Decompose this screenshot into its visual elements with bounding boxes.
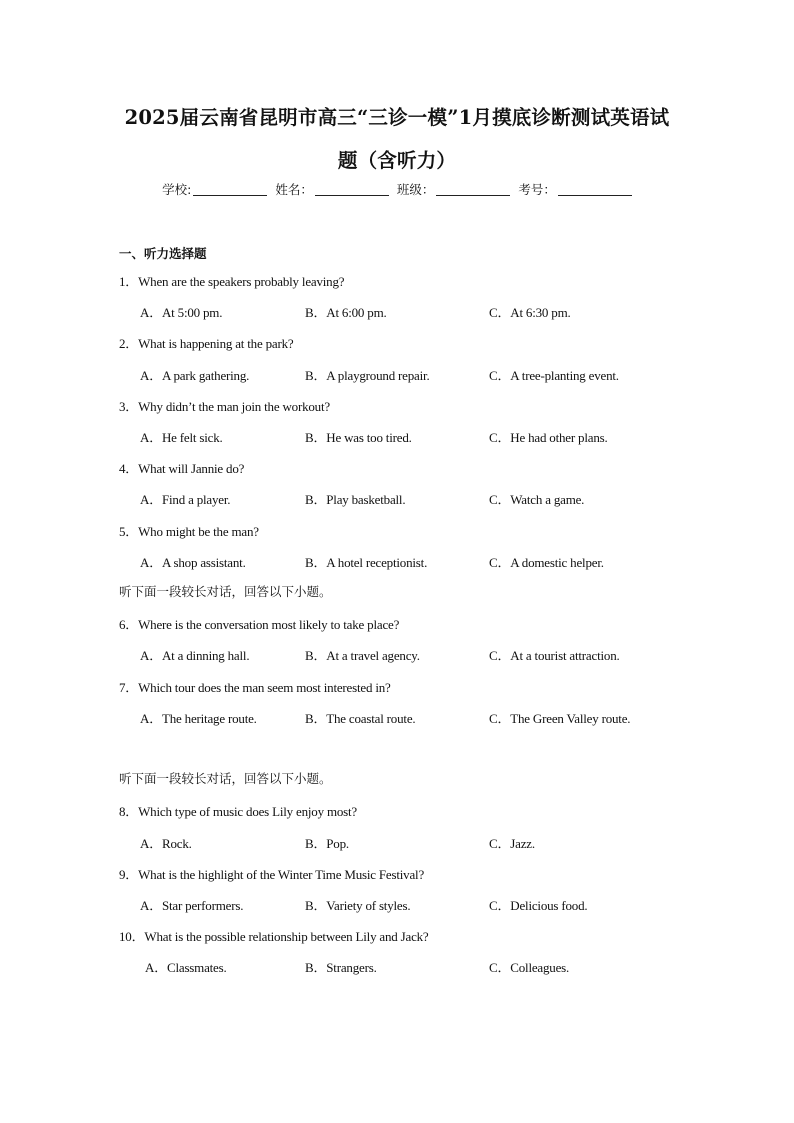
- class-label: 班级：: [396, 182, 435, 197]
- name-label: 姓名：: [275, 182, 313, 197]
- question-2: 2．What is happening at the park?: [119, 336, 294, 351]
- q5-option-b: B．A hotel receptionist.: [305, 555, 428, 570]
- question-10: 10．What is the possible relationship between Lily and Jack?: [119, 929, 429, 944]
- page-title-line2: 题（含听力）: [337, 149, 457, 172]
- q5-option-c: C．A domestic helper.: [489, 555, 604, 570]
- q9-option-c: C．Delicious food.: [489, 898, 588, 913]
- question-4: 4．What will Jannie do?: [119, 461, 245, 476]
- name-field: [275, 180, 389, 198]
- name-blank[interactable]: [315, 182, 389, 196]
- q7-option-a: A．The heritage route.: [140, 711, 257, 726]
- q6-option-c: C．At a tourist attraction.: [489, 648, 620, 663]
- instruction-note-1: 听下面一段较长对话，回答以下小题。: [119, 584, 332, 599]
- q3-option-c: C．He had other plans.: [489, 430, 608, 445]
- q10-option-c: C．Colleagues.: [489, 960, 570, 975]
- q6-option-a: A．At a dinning hall.: [140, 648, 250, 663]
- q1-option-c: C．At 6:30 pm.: [489, 305, 571, 320]
- q9-option-b: B．Variety of styles.: [305, 898, 411, 913]
- q5-option-a: A．A shop assistant.: [140, 555, 246, 570]
- q2-option-c: C．A tree-planting event.: [489, 368, 619, 383]
- q10-option-a: A．Classmates.: [145, 960, 227, 975]
- school-field: [162, 180, 267, 198]
- q2-option-b: B．A playground repair.: [305, 368, 430, 383]
- exam-number-blank[interactable]: [558, 182, 632, 196]
- q4-option-c: C．Watch a game.: [489, 492, 585, 507]
- q1-option-a: A．At 5:00 pm.: [140, 305, 223, 320]
- q6-option-b: B．At a travel agency.: [305, 648, 420, 663]
- q8-option-c: C．Jazz.: [489, 836, 535, 851]
- question-8: 8．Which type of music does Lily enjoy most?: [119, 804, 357, 819]
- q3-option-b: B．He was too tired.: [305, 430, 412, 445]
- q4-option-b: B．Play basketball.: [305, 492, 406, 507]
- q7-option-c: C．The Green Valley route.: [489, 711, 631, 726]
- instruction-note-2: 听下面一段较长对话，回答以下小题。: [119, 771, 332, 786]
- q9-option-a: A．Star performers.: [140, 898, 244, 913]
- q3-option-a: A．He felt sick.: [140, 430, 223, 445]
- question-5: 5．Who might be the man?: [119, 524, 259, 539]
- school-label: 学校:: [162, 182, 192, 197]
- question-1: 1．When are the speakers probably leaving?: [119, 274, 345, 289]
- exam-number-label: 考号：: [518, 182, 556, 197]
- school-blank[interactable]: [193, 182, 267, 196]
- q8-option-a: A．Rock.: [140, 836, 192, 851]
- q7-option-b: B．The coastal route.: [305, 711, 416, 726]
- q4-option-a: A．Find a player.: [140, 492, 231, 507]
- q8-option-b: B．Pop.: [305, 836, 349, 851]
- question-7: 7．Which tour does the man seem most interested in?: [119, 680, 391, 695]
- q10-option-b: B．Strangers.: [305, 960, 377, 975]
- q2-option-a: A．A park gathering.: [140, 368, 250, 383]
- class-field: [397, 180, 511, 198]
- page-title-line1: 2025届云南省昆明市高三“三诊一模”1月摸底诊断测试英语试: [124, 106, 670, 129]
- section-heading: 一、听力选择题: [119, 246, 207, 261]
- exam-number-field: [518, 180, 632, 198]
- class-blank[interactable]: [436, 182, 510, 196]
- question-6: 6．Where is the conversation most likely to take place?: [119, 617, 400, 632]
- question-9: 9．What is the highlight of the Winter Time Music Festival?: [119, 867, 425, 882]
- question-3: 3．Why didn’t the man join the workout?: [119, 399, 330, 414]
- student-info-line: [0, 180, 794, 198]
- q1-option-b: B．At 6:00 pm.: [305, 305, 387, 320]
